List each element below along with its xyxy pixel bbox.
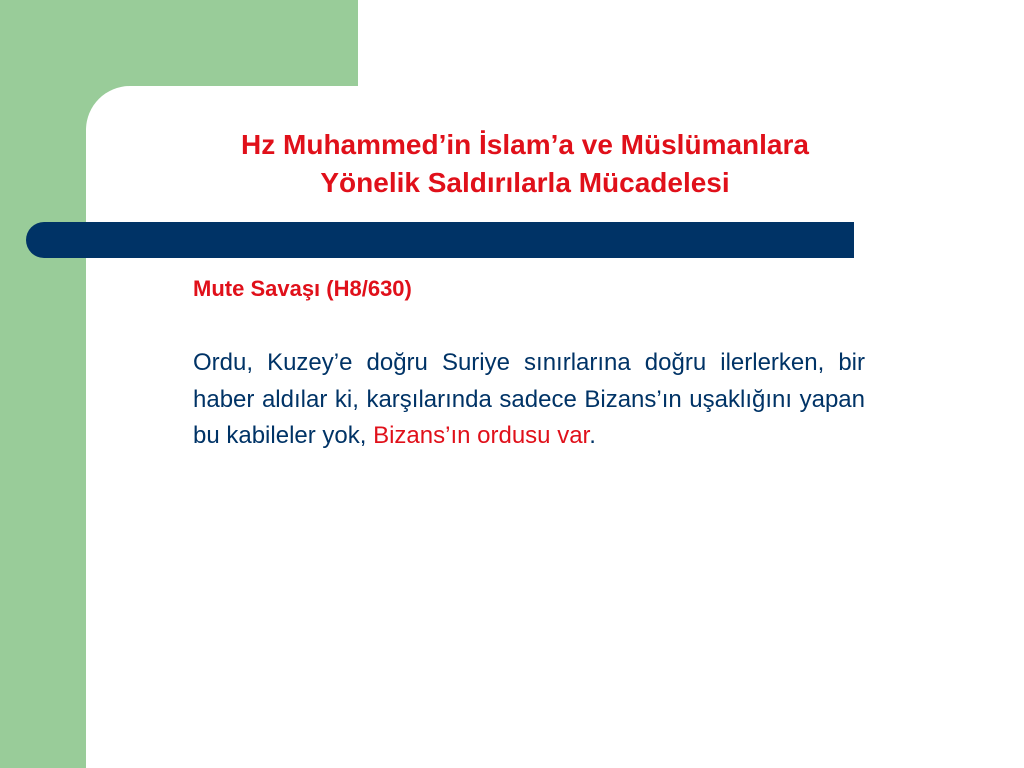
section-heading: Mute Savaşı (H8/630) — [193, 276, 412, 301]
slide-title-line-2: Yönelik Saldırılarla Mücadelesi — [320, 167, 730, 198]
body-highlight-text: Bizans’ın ordusu var — [373, 422, 590, 449]
body-end-punctuation: . — [589, 422, 596, 449]
body-paragraph — [193, 345, 865, 455]
decorative-navy-bar — [26, 222, 854, 258]
slide-title — [150, 126, 900, 202]
body-text: Ordu, Kuzey’e doğru Suriye sınırlarına doğru ilerlerken, bir haber aldılar ki, karşılarında sadece Bizans’ın uşaklığını yapan bu kabileler yok, — [193, 349, 865, 449]
slide-title-line-1: Hz Muhammed’in İslam’a ve Müslümanlara — [241, 129, 809, 160]
